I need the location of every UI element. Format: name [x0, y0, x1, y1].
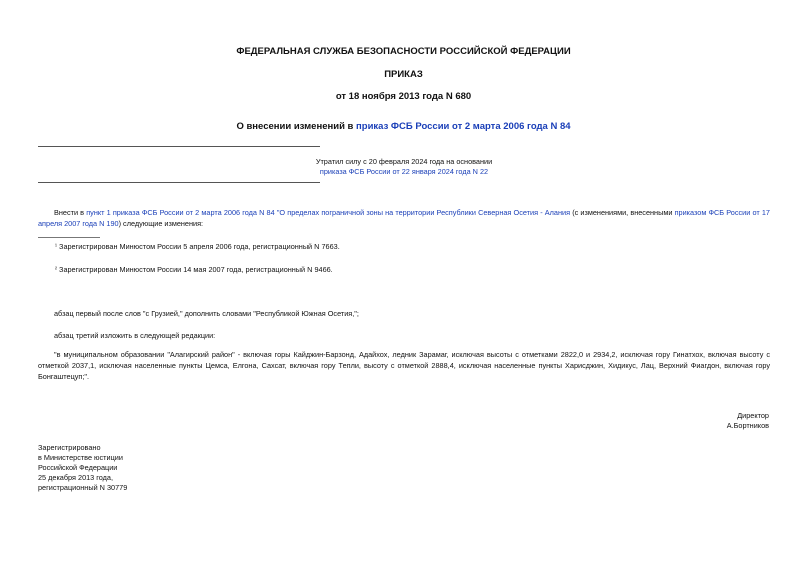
paragraph-3: "в муниципальном образовании "Алагирский район" - включая горы Кайджин-Барзонд, Адайхох, ледник Зарамаг, исключая высоты с отметками 2822,0 и 2934,2, исключая гору Гинатхох, включая высоту с отметкой 2037,1, исключая населенные пункты Цемса, Елгона, Сахсат, включая гору Тепли, высоту с отметкой 2888,4, исключая населенные пункты Харисджин, Хидикус, Лац, Верхний Фиагдон, включая гору Бонгаштецуп;". [38, 350, 770, 381]
intro-text-3: ) следующие изменения: [118, 219, 204, 228]
intro-link-2[interactable]: приказом ФСБ России от 17 апреля 2007 года N 190 [38, 208, 770, 228]
registration-line: в Министерстве юстиции [38, 453, 123, 462]
footnote-mark: ¹ [55, 244, 57, 250]
footnote-2 [55, 265, 333, 275]
registration-line: 25 декабря 2013 года, [38, 473, 114, 482]
status-note-link[interactable]: приказа ФСБ России от 22 января 2024 года N 22 [319, 167, 489, 176]
status-note [300, 157, 508, 177]
footnote-1-text: Зарегистрирован Минюстом России 5 апреля 2006 года, регистрационный N 7663. [59, 242, 340, 251]
signature-position: Директор [737, 411, 769, 420]
doc-title [0, 121, 807, 132]
doc-type: ПРИКАЗ [384, 69, 423, 80]
footnote-mark: ² [55, 267, 57, 273]
paragraph-2: абзац третий изложить в следующей редакции: [54, 331, 216, 340]
doc-title-prefix: О внесении изменений в [236, 121, 357, 132]
registration-line: Зарегистрировано [38, 443, 101, 452]
doc-title-link[interactable]: приказ ФСБ России от 2 марта 2006 года N 84 [356, 121, 571, 132]
intro-paragraph [38, 207, 770, 229]
registration-line: регистрационный N 30779 [38, 483, 128, 492]
registration-line: Российской Федерации [38, 463, 118, 472]
agency-title: ФЕДЕРАЛЬНАЯ СЛУЖБА БЕЗОПАСНОСТИ РОССИЙСКОЙ ФЕДЕРАЦИИ [236, 46, 571, 57]
status-note-line1: Утратил силу с 20 февраля 2024 года на основании [315, 157, 493, 166]
signature-name: А.Бортников [726, 421, 769, 430]
intro-text-1: Внести в [54, 208, 87, 217]
footnote-divider [38, 237, 100, 238]
footnote-1 [55, 242, 340, 252]
signature-block [727, 411, 769, 431]
paragraph-1: абзац первый после слов "с Грузией," дополнить словами "Республикой Южная Осетия,"; [54, 309, 359, 318]
divider-top [38, 146, 320, 147]
doc-date-number: от 18 ноября 2013 года N 680 [335, 91, 472, 102]
intro-link-1[interactable]: пункт 1 приказа ФСБ России от 2 марта 2006 года N 84 "О пределах пограничной зоны на территории Республики Северная Осетия - Алания [86, 208, 571, 217]
intro-text-2: (с изменениями, внесенными [570, 208, 675, 217]
divider-bottom [38, 182, 320, 183]
footnote-2-text: Зарегистрирован Минюстом России 14 мая 2007 года, регистрационный N 9466. [59, 265, 333, 274]
registration-block [38, 443, 127, 493]
